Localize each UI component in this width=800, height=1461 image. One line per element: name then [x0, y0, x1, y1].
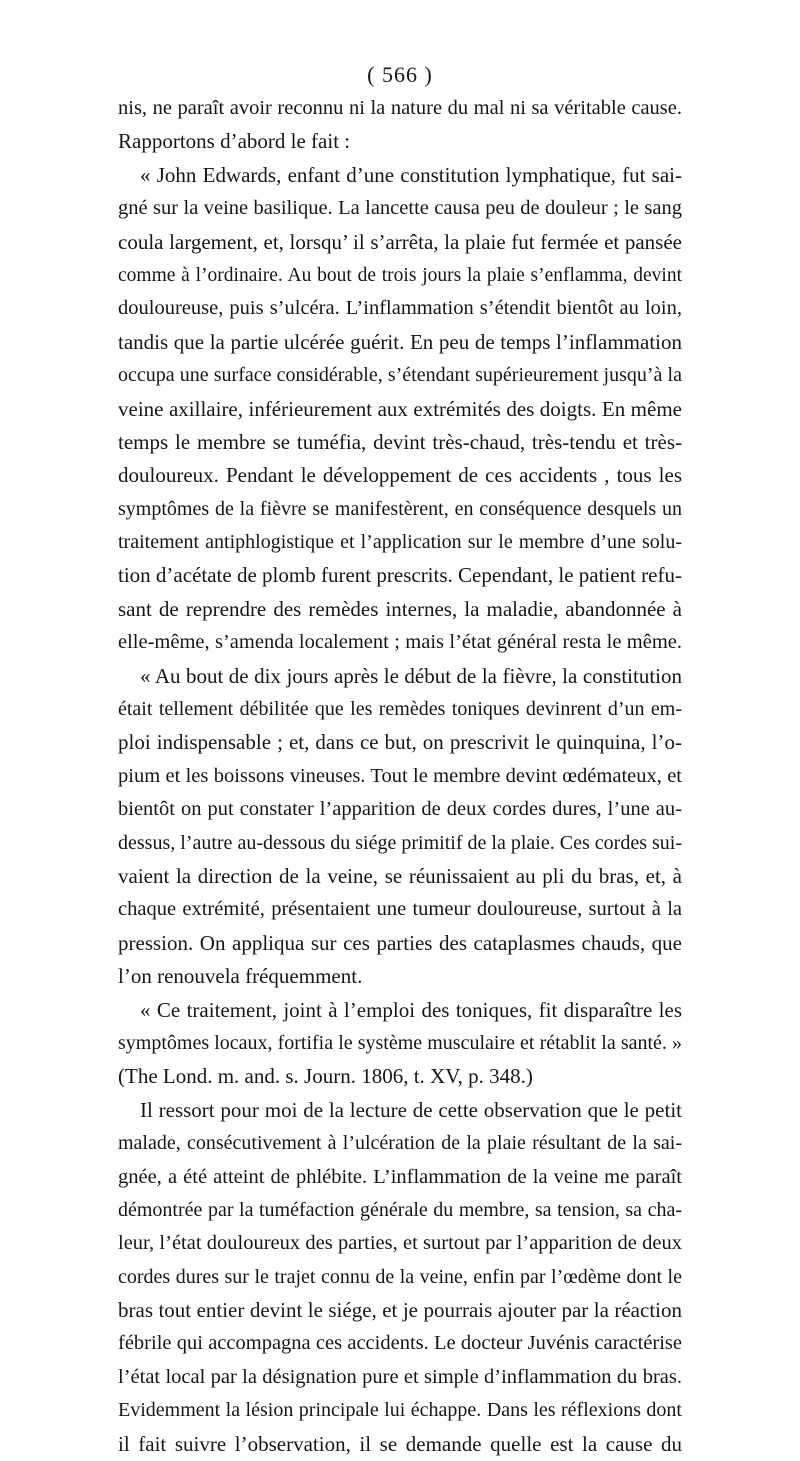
text-line: « Ce traitement, joint à l’emploi des toniques, fit disparaître les: [140, 997, 682, 1022]
text-line: bientôt on put constater l’apparition de deux cordes dures, l’une au-: [118, 798, 682, 821]
text-line: pium et les boissons vineuses. Tout le membre devint œdémateux, et: [118, 764, 682, 787]
text-line: Il ressort pour moi de la lecture de cette observation que le petit: [140, 1097, 682, 1122]
text-line: tion d’acétate de plomb furent prescrits. Cependant, le patient refu-: [118, 563, 682, 588]
text-line: « Au bout de dix jours après le début de la fièvre, la constitution: [140, 663, 682, 688]
text-line: dessus, l’autre au-dessous du siége primitif de la plaie. Ces cordes sui-: [118, 831, 682, 854]
text-line: fébrile qui accompagna ces accidents. Le docteur Juvénis caractérise: [118, 1332, 682, 1355]
text-line: temps le membre se tuméfia, devint très-chaud, très-tendu et très-: [118, 429, 682, 454]
text-line: Evidemment la lésion principale lui échappe. Dans les réflexions dont: [118, 1399, 682, 1422]
text-line: il fait suivre l’observation, il se demande quelle est la cause du: [118, 1431, 682, 1456]
text-line: leur, l’état douloureux des parties, et surtout par l’apparition de deux: [118, 1232, 682, 1255]
text-line: malade, consécutivement à l’ulcération de la plaie résultant de la sai-: [118, 1132, 682, 1155]
text-line: ploi indispensable ; et, dans ce but, on prescrivit le quinquina, l’o-: [118, 730, 682, 755]
text-line: pression. On appliqua sur ces parties des cataplasmes chauds, que: [118, 930, 682, 955]
text-line: l’on renouvela fréquemment.: [118, 964, 363, 989]
text-line: gnée, a été atteint de phlébite. L’inflammation de la veine me paraît: [118, 1165, 682, 1188]
text-line: occupa une surface considérable, s’étendant supérieurement jusqu’à la: [118, 364, 682, 387]
text-line: symptômes de la fièvre se manifestèrent, en conséquence desquels un: [118, 497, 682, 520]
text-line: nis, ne paraît avoir reconnu ni la nature du mal ni sa véritable cause.: [118, 97, 682, 119]
text-line: gné sur la veine basilique. La lancette causa peu de douleur ; le sang: [118, 197, 682, 220]
page-number: ( 566 ): [367, 62, 433, 87]
body-text: [118, 92, 682, 1461]
text-line: symptômes locaux, fortifia le système musculaire et rétablit la santé. »: [118, 1031, 682, 1054]
text-line: vaient la direction de la veine, se réunissaient au pli du bras, et, à: [118, 863, 682, 888]
text-line: comme à l’ordinaire. Au bout de trois jours la plaie s’enflamma, devint: [118, 264, 682, 286]
text-line: traitement antiphlogistique et l’application sur le membre d’une solu-: [118, 531, 682, 554]
text-line: démontrée par la tuméfaction générale du membre, sa tension, sa cha-: [118, 1198, 682, 1221]
text-line: douloureuse, puis s’ulcéra. L’inflammation s’étendit bientôt au loin,: [118, 297, 682, 320]
text-line: sant de reprendre des remèdes internes, la maladie, abandonnée à: [118, 596, 682, 621]
text-line: bras tout entier devint le siége, et je pourrais ajouter par la réaction: [118, 1298, 682, 1323]
text-line: « John Edwards, enfant d’une constitution lymphatique, fut sai-: [140, 162, 682, 187]
text-line: elle-même, s’amenda localement ; mais l’état général resta le même.: [118, 631, 682, 654]
text-line: était tellement débilitée que les remèdes toniques devinrent d’un em-: [118, 698, 682, 721]
text-line: douloureux. Pendant le développement de ces accidents , tous les: [118, 463, 682, 488]
text-line: chaque extrémité, présentaient une tumeur douloureuse, surtout à la: [118, 898, 682, 921]
text-line: cordes dures sur le trajet connu de la veine, enfin par l’œdème dont le: [118, 1265, 682, 1288]
text-line: (The Lond. m. and. s. Journ. 1806, t. XV, p. 348.): [118, 1064, 533, 1089]
text-line: l’état local par la désignation pure et simple d’inflammation du bras.: [118, 1365, 682, 1388]
text-line: tandis que la partie ulcérée guérit. En peu de temps l’inflammation: [118, 329, 682, 354]
text-line: veine axillaire, inférieurement aux extrémités des doigts. En même: [118, 396, 682, 421]
text-line: coula largement, et, lorsqu’ il s’arrêta, la plaie fut fermée et pansée: [118, 229, 682, 254]
text-line: Rapportons d’abord le fait :: [118, 129, 351, 154]
